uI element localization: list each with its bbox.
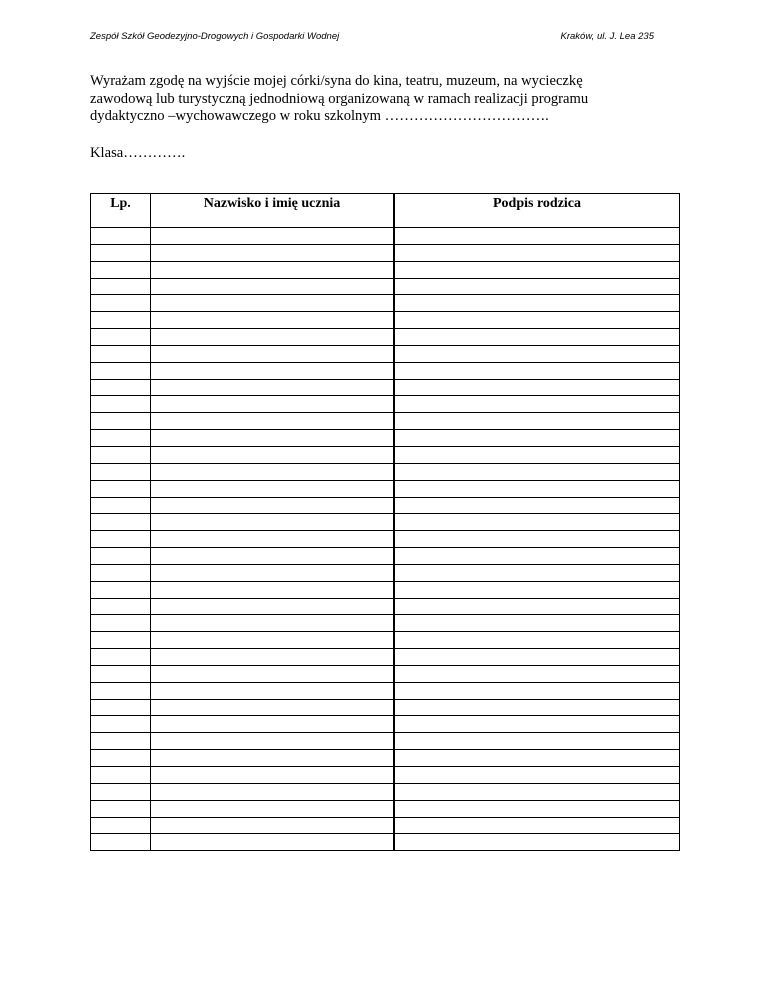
cell-student-name xyxy=(151,733,395,750)
cell-student-name xyxy=(151,446,395,463)
cell-parent-signature xyxy=(394,329,680,346)
cell-parent-signature xyxy=(394,665,680,682)
cell-parent-signature xyxy=(394,413,680,430)
cell-parent-signature xyxy=(394,564,680,581)
cell-parent-signature xyxy=(394,548,680,565)
class-field: Klasa…………. xyxy=(90,145,186,161)
cell-lp xyxy=(91,379,151,396)
cell-parent-signature xyxy=(394,244,680,261)
cell-parent-signature xyxy=(394,598,680,615)
cell-lp xyxy=(91,362,151,379)
table-row xyxy=(91,312,680,329)
cell-student-name xyxy=(151,514,395,531)
table-row xyxy=(91,244,680,261)
cell-lp xyxy=(91,581,151,598)
cell-lp xyxy=(91,244,151,261)
cell-parent-signature xyxy=(394,396,680,413)
table-row xyxy=(91,767,680,784)
table-row xyxy=(91,817,680,834)
table-row xyxy=(91,430,680,447)
table-row xyxy=(91,834,680,851)
cell-student-name xyxy=(151,548,395,565)
consent-line: dydaktyczno –wychowawczego w roku szkolnym ……………………………. xyxy=(90,108,549,124)
cell-lp xyxy=(91,665,151,682)
cell-lp xyxy=(91,413,151,430)
cell-parent-signature xyxy=(394,531,680,548)
cell-student-name xyxy=(151,598,395,615)
cell-parent-signature xyxy=(394,379,680,396)
cell-student-name xyxy=(151,699,395,716)
cell-student-name xyxy=(151,261,395,278)
school-address: Kraków, ul. J. Lea 235 xyxy=(560,31,654,42)
table-row xyxy=(91,514,680,531)
table-row xyxy=(91,632,680,649)
table-row xyxy=(91,463,680,480)
cell-student-name xyxy=(151,750,395,767)
cell-lp xyxy=(91,800,151,817)
cell-lp xyxy=(91,632,151,649)
cell-lp xyxy=(91,228,151,245)
table-row xyxy=(91,564,680,581)
cell-parent-signature xyxy=(394,615,680,632)
table-row xyxy=(91,750,680,767)
cell-student-name xyxy=(151,228,395,245)
table-row xyxy=(91,396,680,413)
cell-parent-signature xyxy=(394,716,680,733)
cell-parent-signature xyxy=(394,295,680,312)
cell-lp xyxy=(91,750,151,767)
table-row xyxy=(91,362,680,379)
cell-parent-signature xyxy=(394,345,680,362)
cell-student-name xyxy=(151,312,395,329)
table-row xyxy=(91,531,680,548)
cell-student-name xyxy=(151,345,395,362)
cell-student-name xyxy=(151,362,395,379)
cell-parent-signature xyxy=(394,800,680,817)
cell-student-name xyxy=(151,480,395,497)
cell-lp xyxy=(91,430,151,447)
cell-lp xyxy=(91,783,151,800)
cell-lp xyxy=(91,446,151,463)
cell-lp xyxy=(91,615,151,632)
cell-lp xyxy=(91,598,151,615)
cell-lp xyxy=(91,564,151,581)
table-row xyxy=(91,716,680,733)
cell-parent-signature xyxy=(394,312,680,329)
table-row xyxy=(91,413,680,430)
cell-parent-signature xyxy=(394,430,680,447)
cell-lp xyxy=(91,531,151,548)
cell-parent-signature xyxy=(394,733,680,750)
table-row xyxy=(91,615,680,632)
page-header xyxy=(90,31,654,42)
table-row xyxy=(91,261,680,278)
cell-parent-signature xyxy=(394,463,680,480)
cell-lp xyxy=(91,548,151,565)
consent-line: Wyrażam zgodę na wyjście mojej córki/syna do kina, teatru, muzeum, na wycieczkę xyxy=(90,73,583,89)
cell-student-name xyxy=(151,379,395,396)
table-row xyxy=(91,649,680,666)
cell-parent-signature xyxy=(394,783,680,800)
cell-lp xyxy=(91,649,151,666)
cell-parent-signature xyxy=(394,446,680,463)
cell-parent-signature xyxy=(394,581,680,598)
table-row xyxy=(91,228,680,245)
table-row xyxy=(91,345,680,362)
cell-student-name xyxy=(151,817,395,834)
school-name: Zespół Szkół Geodezyjno-Drogowych i Gospodarki Wodnej xyxy=(90,31,340,42)
cell-lp xyxy=(91,497,151,514)
cell-lp xyxy=(91,396,151,413)
cell-lp xyxy=(91,278,151,295)
cell-lp xyxy=(91,682,151,699)
cell-student-name xyxy=(151,783,395,800)
cell-lp xyxy=(91,699,151,716)
cell-lp xyxy=(91,295,151,312)
cell-lp xyxy=(91,463,151,480)
cell-student-name xyxy=(151,581,395,598)
cell-lp xyxy=(91,312,151,329)
cell-student-name xyxy=(151,295,395,312)
cell-parent-signature xyxy=(394,480,680,497)
cell-lp xyxy=(91,261,151,278)
table-body xyxy=(91,228,680,851)
table-row xyxy=(91,733,680,750)
table-row xyxy=(91,682,680,699)
column-header-parent-signature: Podpis rodzica xyxy=(394,194,680,228)
cell-lp xyxy=(91,834,151,851)
table-row xyxy=(91,480,680,497)
cell-student-name xyxy=(151,497,395,514)
table-row xyxy=(91,295,680,312)
table-row xyxy=(91,581,680,598)
cell-student-name xyxy=(151,834,395,851)
cell-student-name xyxy=(151,649,395,666)
cell-student-name xyxy=(151,800,395,817)
cell-parent-signature xyxy=(394,750,680,767)
table-row xyxy=(91,783,680,800)
consent-line: zawodową lub turystyczną jednodniową organizowaną w ramach realizacji programu xyxy=(90,90,589,107)
table-row xyxy=(91,379,680,396)
table-row xyxy=(91,548,680,565)
table-header-row xyxy=(91,194,680,228)
cell-parent-signature xyxy=(394,497,680,514)
cell-parent-signature xyxy=(394,699,680,716)
cell-student-name xyxy=(151,329,395,346)
cell-parent-signature xyxy=(394,834,680,851)
cell-student-name xyxy=(151,564,395,581)
table-row xyxy=(91,598,680,615)
cell-student-name xyxy=(151,531,395,548)
table-row xyxy=(91,497,680,514)
cell-student-name xyxy=(151,716,395,733)
table-row xyxy=(91,446,680,463)
cell-lp xyxy=(91,514,151,531)
cell-student-name xyxy=(151,632,395,649)
cell-lp xyxy=(91,345,151,362)
cell-student-name xyxy=(151,278,395,295)
cell-student-name xyxy=(151,413,395,430)
consent-statement xyxy=(90,73,680,126)
student-roster-table xyxy=(90,193,680,851)
cell-student-name xyxy=(151,244,395,261)
cell-student-name xyxy=(151,463,395,480)
cell-parent-signature xyxy=(394,649,680,666)
cell-parent-signature xyxy=(394,228,680,245)
cell-student-name xyxy=(151,430,395,447)
table-row xyxy=(91,665,680,682)
cell-student-name xyxy=(151,682,395,699)
cell-parent-signature xyxy=(394,514,680,531)
table-row xyxy=(91,800,680,817)
column-header-student-name: Nazwisko i imię ucznia xyxy=(151,194,395,228)
cell-student-name xyxy=(151,665,395,682)
cell-student-name xyxy=(151,396,395,413)
cell-parent-signature xyxy=(394,632,680,649)
cell-parent-signature xyxy=(394,682,680,699)
table-row xyxy=(91,278,680,295)
table-row xyxy=(91,699,680,716)
table-row xyxy=(91,329,680,346)
cell-lp xyxy=(91,480,151,497)
cell-lp xyxy=(91,733,151,750)
cell-lp xyxy=(91,767,151,784)
cell-parent-signature xyxy=(394,261,680,278)
cell-lp xyxy=(91,817,151,834)
cell-parent-signature xyxy=(394,767,680,784)
column-header-lp: Lp. xyxy=(91,194,151,228)
cell-parent-signature xyxy=(394,362,680,379)
cell-student-name xyxy=(151,615,395,632)
cell-parent-signature xyxy=(394,817,680,834)
cell-lp xyxy=(91,329,151,346)
cell-parent-signature xyxy=(394,278,680,295)
cell-student-name xyxy=(151,767,395,784)
cell-lp xyxy=(91,716,151,733)
